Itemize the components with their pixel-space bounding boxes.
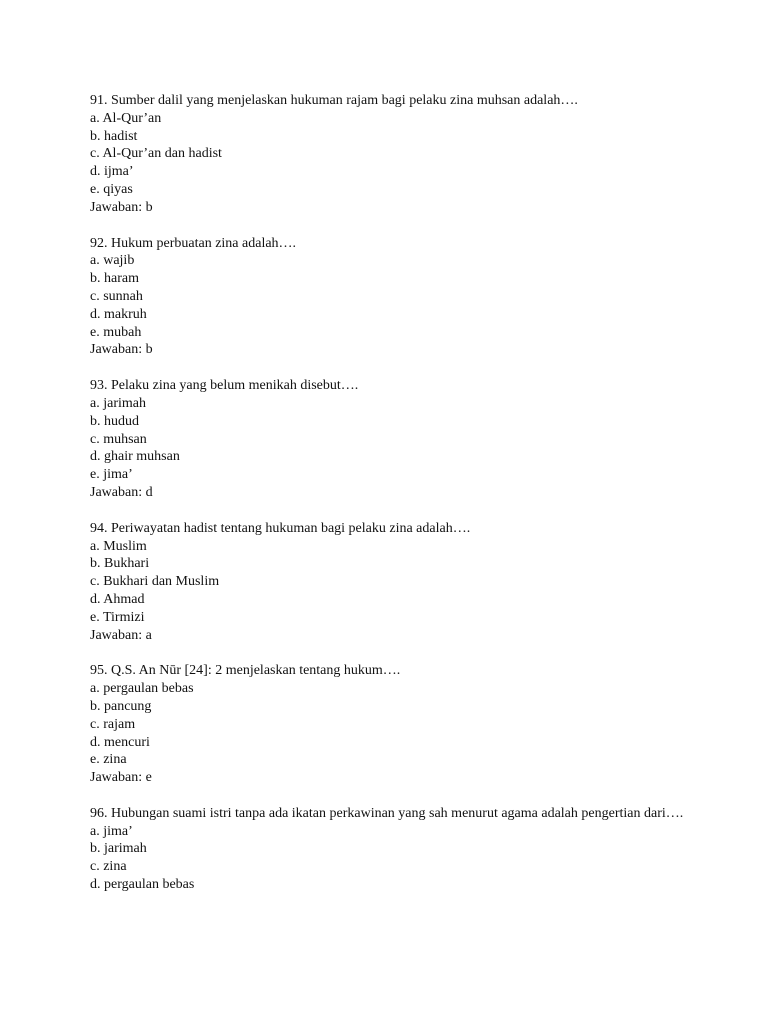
question-text: 94. Periwayatan hadist tentang hukuman bagi pelaku zina adalah…. bbox=[90, 520, 471, 536]
option-c: c. Al-Qur’an dan hadist bbox=[90, 146, 222, 162]
question-text: 96. Hubungan suami istri tanpa ada ikatan perkawinan yang sah menurut agama adalah pengertian dari…. bbox=[90, 805, 684, 821]
question-92 bbox=[90, 235, 730, 360]
option-d: d. pergaulan bebas bbox=[90, 877, 195, 893]
option-b: b. jarimah bbox=[90, 841, 147, 857]
question-93 bbox=[90, 377, 730, 502]
option-d: d. mencuri bbox=[90, 734, 150, 750]
question-95 bbox=[90, 662, 730, 787]
option-a: a. Muslim bbox=[90, 538, 147, 554]
option-c: c. rajam bbox=[90, 716, 136, 732]
option-b: b. pancung bbox=[90, 698, 152, 714]
option-a: a. Al-Qur’an bbox=[90, 110, 162, 126]
option-e: e. zina bbox=[90, 752, 127, 768]
document-page bbox=[90, 92, 730, 912]
option-a: a. jima’ bbox=[90, 823, 133, 839]
option-c: c. muhsan bbox=[90, 431, 147, 447]
option-b: b. haram bbox=[90, 271, 139, 287]
option-e: e. qiyas bbox=[90, 181, 133, 197]
option-d: d. ghair muhsan bbox=[90, 449, 180, 465]
option-d: d. ijma’ bbox=[90, 164, 134, 180]
option-e: e. Tirmizi bbox=[90, 609, 145, 625]
option-d: d. Ahmad bbox=[90, 591, 145, 607]
option-c: c. zina bbox=[90, 859, 127, 875]
question-text: 92. Hukum perbuatan zina adalah…. bbox=[90, 235, 297, 251]
option-b: b. Bukhari bbox=[90, 556, 150, 572]
answer-key: Jawaban: d bbox=[90, 484, 153, 500]
option-d: d. makruh bbox=[90, 306, 147, 322]
answer-key: Jawaban: e bbox=[90, 770, 152, 786]
option-a: a. wajib bbox=[90, 253, 135, 269]
option-e: e. mubah bbox=[90, 324, 142, 340]
question-text: 93. Pelaku zina yang belum menikah disebut…. bbox=[90, 378, 359, 394]
question-text: 91. Sumber dalil yang menjelaskan hukuman rajam bagi pelaku zina muhsan adalah…. bbox=[90, 93, 578, 108]
answer-key: Jawaban: b bbox=[90, 199, 153, 215]
question-91 bbox=[90, 92, 730, 217]
option-e: e. jima’ bbox=[90, 467, 133, 483]
option-c: c. Bukhari dan Muslim bbox=[90, 574, 220, 590]
question-94 bbox=[90, 520, 730, 645]
option-c: c. sunnah bbox=[90, 288, 143, 304]
question-96 bbox=[90, 805, 730, 894]
answer-key: Jawaban: b bbox=[90, 342, 153, 358]
answer-key: Jawaban: a bbox=[90, 627, 152, 643]
option-a: a. pergaulan bebas bbox=[90, 681, 194, 697]
option-a: a. jarimah bbox=[90, 395, 146, 411]
option-b: b. hadist bbox=[90, 128, 138, 144]
option-b: b. hudud bbox=[90, 413, 139, 429]
question-text: 95. Q.S. An Nūr [24]: 2 menjelaskan tentang hukum…. bbox=[90, 663, 401, 679]
